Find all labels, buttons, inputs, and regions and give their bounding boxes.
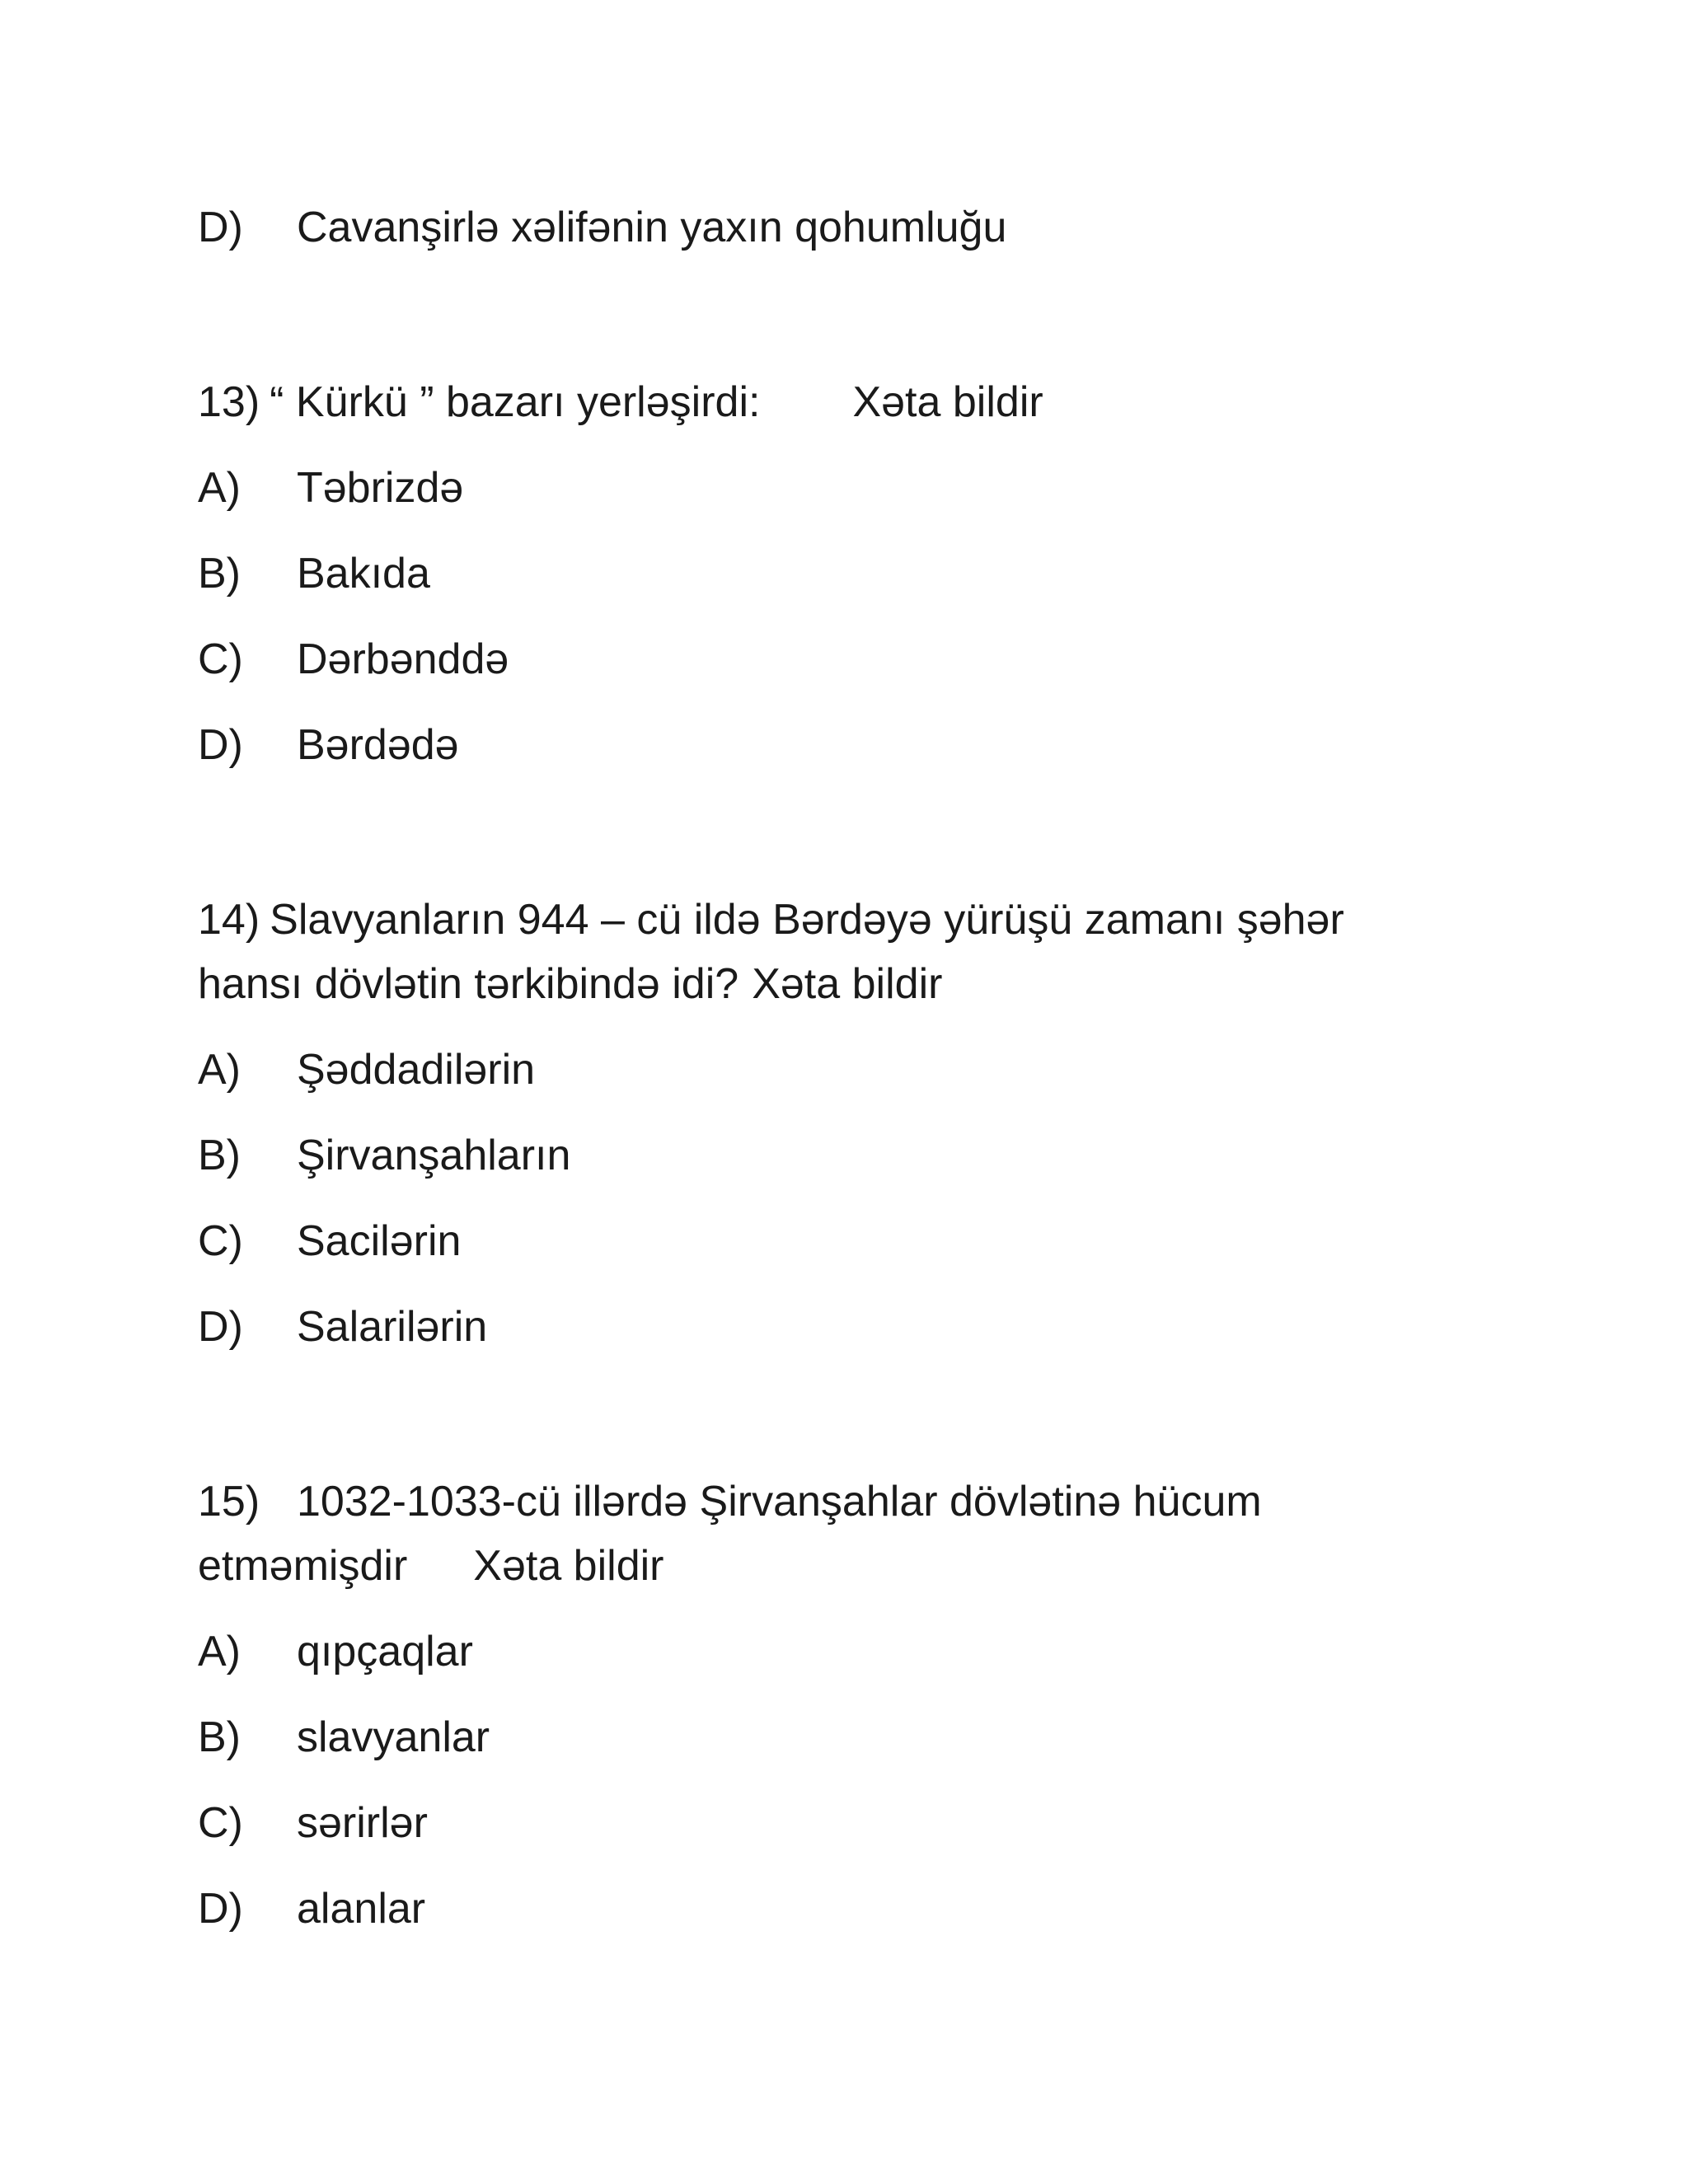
question-14 [198,893,1344,946]
question-number: 15) [198,1478,260,1526]
prev-option-d [198,201,1006,254]
option-text: Dərbənddə [297,635,509,683]
option-letter: A) [198,1046,241,1094]
option-letter: C) [198,1799,243,1847]
question-15-line2 [198,1540,664,1592]
question-text-line1: 1032-1033-cü illərdə Şirvanşahlar dövlətinə hücum [297,1478,1262,1526]
option-letter: B) [198,550,241,598]
q15-option-a[interactable] [198,1625,473,1678]
option-letter: D) [198,204,243,251]
option-letter: D) [198,1885,243,1933]
option-text: Şirvanşahların [297,1132,571,1179]
option-text: Salarilərin [297,1303,488,1351]
q14-option-d[interactable] [198,1301,487,1353]
question-13 [198,376,1043,429]
option-text: Bakıda [297,550,430,598]
option-text: qıpçaqlar [297,1628,473,1675]
option-letter: B) [198,1713,241,1761]
q15-option-d[interactable] [198,1882,425,1935]
option-letter: D) [198,1303,243,1351]
option-letter: B) [198,1132,241,1179]
q15-option-b[interactable] [198,1711,490,1764]
option-letter: C) [198,1217,243,1265]
q15-option-c[interactable] [198,1797,428,1849]
question-text-line2: etməmişdir [198,1542,408,1590]
option-letter: C) [198,635,243,683]
question-15 [198,1475,1262,1528]
report-error-link[interactable]: Xəta bildir [852,378,1043,426]
question-text-line1: Slavyanların 944 – cü ildə Bərdəyə yürüşü zamanı şəhər [270,896,1344,944]
q14-option-a[interactable] [198,1043,535,1096]
option-text: Cavanşirlə xəlifənin yaxın qohumluğu [297,204,1007,251]
option-text: alanlar [297,1885,426,1933]
question-number: 14) [198,896,260,944]
question-number: 13) [198,378,260,426]
report-error-link[interactable]: Xəta bildir [473,1542,664,1590]
option-text: Təbrizdə [297,464,464,512]
question-text: “ Kürkü ” bazarı yerləşirdi: [270,378,761,426]
option-text: Sacilərin [297,1217,462,1265]
option-text: Şəddadilərin [297,1046,536,1094]
q14-option-b[interactable] [198,1129,570,1182]
option-text: sərirlər [297,1799,428,1847]
q13-option-b[interactable] [198,547,430,600]
q13-option-c[interactable] [198,633,509,686]
option-letter: D) [198,721,243,769]
q13-option-d[interactable] [198,719,459,771]
q13-option-a[interactable] [198,462,463,514]
question-text-line2: hansı dövlətin tərkibində idi? [198,960,739,1008]
option-text: slavyanlar [297,1713,490,1761]
q14-option-c[interactable] [198,1215,461,1268]
option-letter: A) [198,1628,241,1675]
option-text: Bərdədə [297,721,459,769]
option-letter: A) [198,464,241,512]
question-14-line2 [198,958,942,1010]
report-error-link[interactable]: Xəta bildir [752,960,943,1008]
